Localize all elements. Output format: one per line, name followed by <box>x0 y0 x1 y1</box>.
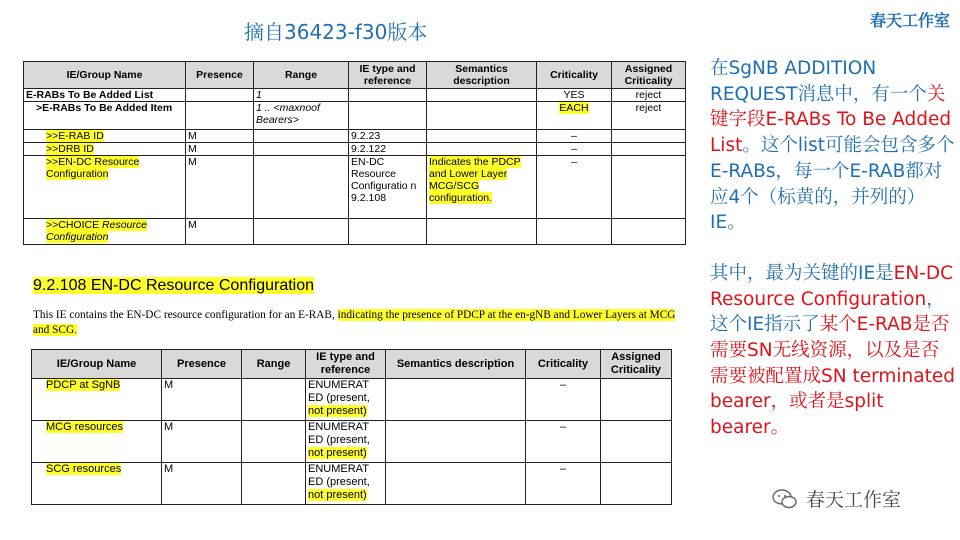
range-cell <box>254 219 349 245</box>
assigned-criticality-cell: reject <box>612 102 686 130</box>
type-cell <box>349 219 427 245</box>
table-row <box>24 130 686 143</box>
range-cell <box>254 156 349 219</box>
ie-name-cell <box>24 130 186 143</box>
paragraph-spacer <box>710 236 955 261</box>
highlighted-ie-name: >>DRB ID <box>46 143 94 155</box>
range-cell: 1 <box>254 89 349 102</box>
highlighted-ie-name: >>CHOICE Resource Configuration <box>46 219 147 243</box>
assigned-criticality-cell <box>612 143 686 156</box>
semantics-cell <box>386 463 526 505</box>
column-header: Assigned Criticality <box>612 62 686 89</box>
range-cell <box>254 130 349 143</box>
column-header: IE type and reference <box>306 350 386 379</box>
ie-name-cell: SCG resources <box>32 463 162 505</box>
en-dc-resource-config-section <box>19 269 682 511</box>
presence-cell: M <box>186 143 254 156</box>
highlighted-semantics: Indicates the PDCP and Lower Layer MCG/SCG configuration. <box>429 156 521 204</box>
criticality-cell: YES <box>537 89 612 102</box>
semantics-cell <box>427 156 537 219</box>
range-cell: 1 .. <maxnoof Bearers> <box>254 102 349 130</box>
en-dc-resource-table <box>31 349 672 505</box>
table-header-row <box>24 62 686 89</box>
presence-cell <box>186 89 254 102</box>
ie-name-cell <box>24 219 186 245</box>
column-header: Criticality <box>526 350 601 379</box>
criticality-cell: – <box>526 379 601 421</box>
semantics-cell <box>386 421 526 463</box>
criticality-cell: – <box>537 130 612 143</box>
explanation-text-blue: ，这个IE指示了 <box>710 288 945 336</box>
brand-label: 春天工作室 <box>869 11 950 30</box>
highlighted-ie-name: >>E-RAB ID <box>46 130 104 142</box>
watermark-label: 春天工作室 <box>806 489 902 511</box>
assigned-criticality-cell: reject <box>612 89 686 102</box>
ie-name-cell: MCG resources <box>32 421 162 463</box>
semantics-cell <box>427 102 537 130</box>
ie-name-cell: >E-RABs To Be Added Item <box>24 102 186 130</box>
column-header: Range <box>242 350 306 379</box>
e-rabs-table <box>23 61 686 245</box>
semantics-cell <box>427 130 537 143</box>
wechat-icon <box>772 489 798 509</box>
column-header: IE type and reference <box>349 62 427 89</box>
ie-name-cell: PDCP at SgNB <box>32 379 162 421</box>
presence-cell: M <box>186 156 254 219</box>
column-header: Presence <box>186 62 254 89</box>
range-cell <box>254 143 349 156</box>
assigned-criticality-cell <box>601 379 672 421</box>
column-header: Semantics description <box>386 350 526 379</box>
table-row <box>24 102 686 130</box>
criticality-cell: – <box>526 421 601 463</box>
type-cell: 9.2.23 <box>349 130 427 143</box>
table-row <box>24 89 686 102</box>
column-header: Semantics description <box>427 62 537 89</box>
column-header: Range <box>254 62 349 89</box>
section-heading: 9.2.108 EN-DC Resource Configuration <box>33 277 315 294</box>
presence-cell: M <box>162 463 242 505</box>
slide-title: 摘自36423-f30版本 <box>244 20 428 44</box>
assigned-criticality-cell <box>601 463 672 505</box>
presence-cell: M <box>162 379 242 421</box>
criticality-cell <box>537 219 612 245</box>
explanation-text-blue: 其中，最为关键的IE是 <box>710 262 894 284</box>
type-cell <box>349 102 427 130</box>
criticality-cell <box>537 102 612 130</box>
type-cell: ENUMERAT ED (present, not present) <box>306 463 386 505</box>
column-header: IE/Group Name <box>24 62 186 89</box>
assigned-criticality-cell <box>612 156 686 219</box>
range-cell <box>242 379 306 421</box>
highlighted-description: indicating the presence of PDCP at the en-gNB and Lower Layers at MCG and SCG. <box>33 309 676 336</box>
column-header: Assigned Criticality <box>601 350 672 379</box>
type-cell: ENUMERAT ED (present, not present) <box>306 421 386 463</box>
explanation-text-red: EN-DC Resource Configuration <box>710 262 954 310</box>
table-row <box>24 219 686 245</box>
assigned-criticality-cell <box>601 421 672 463</box>
explanation-text <box>710 56 955 441</box>
criticality-cell: – <box>537 143 612 156</box>
column-header: Presence <box>162 350 242 379</box>
table-row <box>32 379 672 421</box>
semantics-cell <box>427 89 537 102</box>
table-header-row <box>32 350 672 379</box>
assigned-criticality-cell <box>612 130 686 143</box>
explanation-text-blue: 。这个list可能会包含多个E-RABs，每一个E-RAB都对应4个（标黄的，并列的）IE。 <box>710 135 955 234</box>
presence-cell: M <box>186 219 254 245</box>
watermark <box>772 485 901 512</box>
range-cell <box>242 421 306 463</box>
column-header: IE/Group Name <box>32 350 162 379</box>
table-row <box>24 143 686 156</box>
table-row <box>24 156 686 219</box>
assigned-criticality-cell <box>612 219 686 245</box>
type-cell: EN-DC Resource Configuratio n 9.2.108 <box>349 156 427 219</box>
type-cell <box>349 89 427 102</box>
ie-name-cell <box>24 143 186 156</box>
presence-cell: M <box>186 130 254 143</box>
ie-name-cell: E-RABs To Be Added List <box>24 89 186 102</box>
explanation-text-red: 关键字段E-RABs To Be Added List <box>710 83 952 157</box>
semantics-cell <box>427 219 537 245</box>
presence-cell <box>186 102 254 130</box>
highlighted-ie-name: >>EN-DC Resource Configuration <box>46 156 140 180</box>
column-header: Criticality <box>537 62 612 89</box>
table-row <box>32 463 672 505</box>
type-cell: ENUMERAT ED (present, not present) <box>306 379 386 421</box>
table-row <box>32 421 672 463</box>
semantics-cell <box>427 143 537 156</box>
range-cell <box>242 463 306 505</box>
ie-name-cell <box>24 156 186 219</box>
explanation-text-red: 某个E-RAB是否需要SN无线资源，以及是否需要被配置成SN terminated bearer，或者是split bearer。 <box>710 314 955 439</box>
criticality-each-highlight: EACH <box>559 102 589 114</box>
section-description: This IE contains the EN-DC resource configuration for an E-RAB, indicating the presence of PDCP at the en-gNB and Lower Layers at MCG and SCG. <box>33 309 676 336</box>
explanation-text-blue: 在SgNB ADDITION REQUEST消息中，有一个 <box>710 58 927 105</box>
criticality-cell: – <box>537 156 612 219</box>
criticality-cell: – <box>526 463 601 505</box>
type-cell: 9.2.122 <box>349 143 427 156</box>
presence-cell: M <box>162 421 242 463</box>
semantics-cell <box>386 379 526 421</box>
